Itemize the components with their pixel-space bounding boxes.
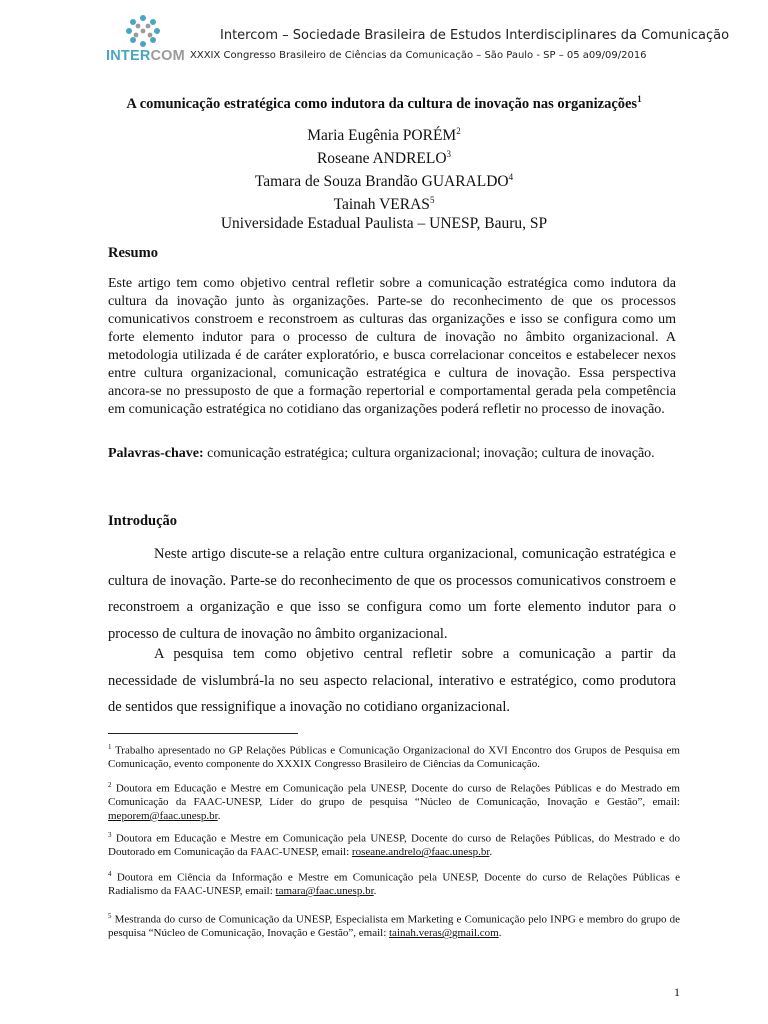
author-name: Maria Eugênia PORÉM$^2$ [307, 126, 461, 145]
intercom-logo [100, 14, 186, 66]
author-name: Tainah VERAS$^5$ [333, 195, 435, 214]
author-block [0, 122, 768, 233]
header-subtitle: XXXIX Congresso Brasileiro de Ciências da Comunicação – São Paulo - SP – 05 a09/09/2016 [190, 50, 647, 61]
email-link[interactable]: meporem@faac.unesp.br [108, 809, 218, 822]
keywords-text: comunicação estratégica; cultura organizacional; inovação; cultura de inovação. [203, 446, 655, 461]
intro-paragraph-2: A pesquisa tem como objetivo central refletir sobre a comunicação a partir da necessidade de vislumbrá-la no seu aspecto relacional, interativo e estratégico, como produtora de sentidos que ressignifique a inovação no cotidiano organizacional. [108, 646, 676, 715]
email-link[interactable]: tamara@faac.unesp.br [275, 885, 374, 898]
introducao-heading: Introdução [108, 513, 178, 529]
author-name: Tamara de Souza Brandão GUARALDO$^4$ [254, 172, 514, 191]
email-link[interactable]: roseane.andrelo@faac.unesp.br [351, 846, 490, 859]
abstract-text: Este artigo tem como objetivo central refletir sobre a comunicação estratégica como indutora da cultura da inovação junto às organizações. Parte-se do reconhecimento de que os processos comunicativos constroem e reconstroem as culturas das organizações e isso se configura como um forte elemento indutor para o processo de cultura de inovação no âmbito organizacional. A metodologia utilizada é de caráter exploratório, e busca correlacionar conceitos e estabelecer nexos entre cultura organizacional, comunicação estratégica e cultura de inovação. Essa perspectiva ancora-se no pressuposto de que a formação repertorial e comportamental gerada pela competência em comunicação estratégica no cotidiano das organizações poderá refletir no processo de inovação. [108, 276, 676, 417]
keywords-label: Palavras-chave: [108, 446, 204, 461]
footnote-divider [108, 733, 298, 734]
footnote-2: $^2$ Doutora em Educação e Mestre em Comunicação pela UNESP, Docente do curso de Relações Públicas e do Mestrado em Comunicação da FAAC-UNESP, Líder do grupo de pesquisa “Núcleo de Comunicação, Inovação e Gestão”, email: meporem@faac.unesp.br. [108, 781, 680, 822]
author-name: Roseane ANDRELO$^3$ [316, 149, 452, 168]
footnote-4: $^4$ Doutora em Ciência da Informação e Mestre em Comunicação pela UNESP, Docente do curso de Relações Públicas e Radialismo da FAAC-UNESP, email: tamara@faac.unesp.br. [108, 870, 680, 898]
resumo-heading: Resumo [108, 245, 158, 261]
footnote-5: $^5$ Mestranda do curso de Comunicação da UNESP, Especialista em Marketing e Comunicação pelo INPG e membro do grupo de pesquisa “Núcleo de Comunicação, Inovação e Gestão”, email: tainah.veras@gmail.com. [108, 912, 680, 940]
footnote-3: $^3$ Doutora em Educação e Mestre em Comunicação pela UNESP, Docente do curso de Relações Públicas, do Mestrado e do Doutorado em Comunicação da FAAC-UNESP, email: roseane.andrelo@faac.unesp.br. [108, 831, 680, 859]
keywords [108, 445, 676, 463]
email-link[interactable]: tainah.veras@gmail.com [389, 927, 499, 940]
header-title: Intercom – Sociedade Brasileira de Estudos Interdisciplinares da Comunicação [220, 28, 730, 43]
paper-title: A comunicação estratégica como indutora da cultura de inovação nas organizações$^1$ [126, 94, 642, 112]
footnote-1: $^1$ Trabalho apresentado no GP Relações Públicas e Comunicação Organizacional do XVI Encontro dos Grupos de Pesquisa em Comunicação, evento componente do XXXIX Congresso Brasileiro de Ciências da Comunicação. [108, 743, 680, 771]
affiliation: Universidade Estadual Paulista – UNESP, Bauru, SP [220, 214, 548, 232]
page-header [100, 14, 730, 66]
logo-wordmark: INTERCOM [106, 48, 185, 64]
page-number: 1 [674, 985, 680, 999]
intro-paragraph-1: Neste artigo discute-se a relação entre cultura organizacional, comunicação estratégica e cultura de inovação. Parte-se do reconhecimento de que os processos comunicativos constroem e reconstroem a organização e que isso se configura como um forte elemento indutor para o processo de cultura de inovação no âmbito organizacional. [108, 546, 676, 642]
